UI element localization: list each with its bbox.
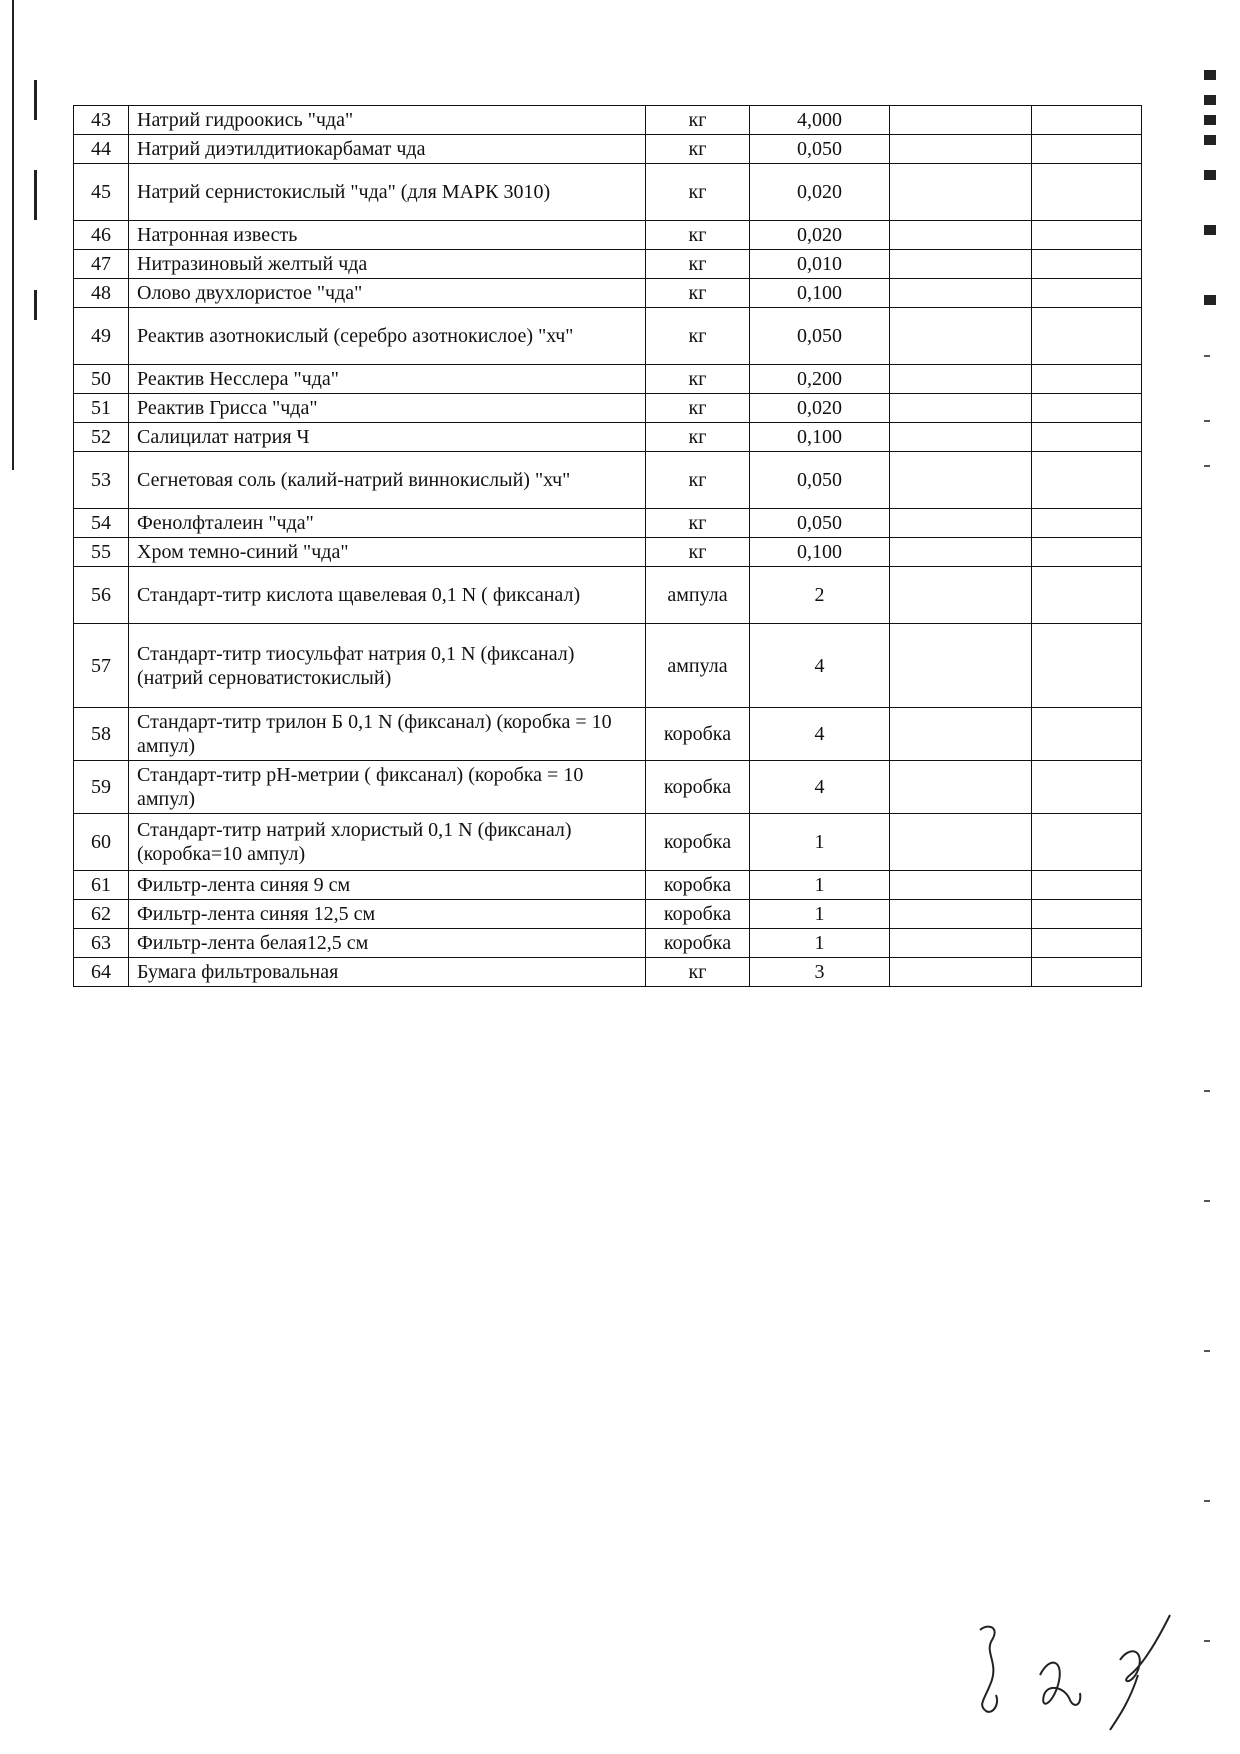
empty-cell <box>890 106 1032 135</box>
empty-cell <box>890 308 1032 365</box>
empty-cell <box>1032 538 1142 567</box>
item-unit: кг <box>646 164 750 221</box>
item-unit: коробка <box>646 761 750 814</box>
empty-cell <box>1032 814 1142 871</box>
row-number: 48 <box>74 279 129 308</box>
item-unit: коробка <box>646 900 750 929</box>
table-row <box>74 279 1142 308</box>
item-unit: кг <box>646 308 750 365</box>
empty-cell <box>1032 308 1142 365</box>
table-row <box>74 958 1142 987</box>
row-number: 47 <box>74 250 129 279</box>
empty-cell <box>890 509 1032 538</box>
table-row <box>74 509 1142 538</box>
item-quantity: 0,050 <box>750 135 890 164</box>
item-unit: коробка <box>646 929 750 958</box>
item-unit: кг <box>646 221 750 250</box>
table-row <box>74 394 1142 423</box>
empty-cell <box>890 929 1032 958</box>
empty-cell <box>1032 106 1142 135</box>
empty-cell <box>1032 135 1142 164</box>
empty-cell <box>1032 164 1142 221</box>
table-row <box>74 452 1142 509</box>
item-quantity: 2 <box>750 567 890 624</box>
row-number: 59 <box>74 761 129 814</box>
item-unit: кг <box>646 250 750 279</box>
row-number: 56 <box>74 567 129 624</box>
empty-cell <box>1032 279 1142 308</box>
empty-cell <box>1032 452 1142 509</box>
item-name: Бумага фильтровальная <box>129 958 646 987</box>
item-name: Натрий диэтилдитиокарбамат чда <box>129 135 646 164</box>
item-name: Натронная известь <box>129 221 646 250</box>
empty-cell <box>890 958 1032 987</box>
item-unit: кг <box>646 452 750 509</box>
empty-cell <box>890 279 1032 308</box>
empty-cell <box>1032 761 1142 814</box>
item-unit: кг <box>646 279 750 308</box>
item-unit: коробка <box>646 708 750 761</box>
items-table-body <box>74 106 1142 987</box>
signature <box>970 1605 1190 1735</box>
item-unit: кг <box>646 135 750 164</box>
item-name: Стандарт-титр тиосульфат натрия 0,1 N (фиксанал) (натрий серноватистокислый) <box>129 624 646 708</box>
empty-cell <box>890 221 1032 250</box>
item-quantity: 0,020 <box>750 164 890 221</box>
table-row <box>74 250 1142 279</box>
empty-cell <box>890 250 1032 279</box>
item-name: Фильтр-лента синяя 12,5 см <box>129 900 646 929</box>
table-row <box>74 106 1142 135</box>
table-row <box>74 871 1142 900</box>
item-unit: кг <box>646 423 750 452</box>
item-name: Фильтр-лента белая12,5 см <box>129 929 646 958</box>
empty-cell <box>1032 958 1142 987</box>
item-quantity: 0,050 <box>750 452 890 509</box>
item-quantity: 4 <box>750 708 890 761</box>
item-quantity: 0,020 <box>750 221 890 250</box>
row-number: 53 <box>74 452 129 509</box>
table-row <box>74 814 1142 871</box>
empty-cell <box>1032 624 1142 708</box>
empty-cell <box>890 761 1032 814</box>
item-quantity: 1 <box>750 871 890 900</box>
item-quantity: 0,050 <box>750 308 890 365</box>
item-name: Стандарт-титр трилон Б 0,1 N (фиксанал) (коробка = 10 ампул) <box>129 708 646 761</box>
item-quantity: 1 <box>750 900 890 929</box>
item-name: Натрий сернистокислый "чда" (для МАРК 3010) <box>129 164 646 221</box>
table-row <box>74 567 1142 624</box>
item-unit: кг <box>646 509 750 538</box>
row-number: 57 <box>74 624 129 708</box>
empty-cell <box>890 365 1032 394</box>
row-number: 62 <box>74 900 129 929</box>
item-name: Стандарт-титр натрий хлористый 0,1 N (фиксанал) (коробка=10 ампул) <box>129 814 646 871</box>
table-row <box>74 423 1142 452</box>
row-number: 44 <box>74 135 129 164</box>
empty-cell <box>890 538 1032 567</box>
empty-cell <box>1032 567 1142 624</box>
empty-cell <box>1032 871 1142 900</box>
item-name: Реактив Грисса "чда" <box>129 394 646 423</box>
row-number: 63 <box>74 929 129 958</box>
item-name: Реактив азотнокислый (серебро азотнокислое) "хч" <box>129 308 646 365</box>
row-number: 52 <box>74 423 129 452</box>
empty-cell <box>1032 900 1142 929</box>
item-quantity: 0,100 <box>750 279 890 308</box>
row-number: 58 <box>74 708 129 761</box>
item-unit: кг <box>646 394 750 423</box>
table-row <box>74 538 1142 567</box>
item-name: Сегнетовая соль (калий-натрий виннокислый) "хч" <box>129 452 646 509</box>
scan-mark <box>34 80 37 120</box>
item-quantity: 1 <box>750 814 890 871</box>
item-name: Хром темно-синий "чда" <box>129 538 646 567</box>
table-row <box>74 900 1142 929</box>
empty-cell <box>890 452 1032 509</box>
empty-cell <box>890 708 1032 761</box>
item-name: Нитразиновый желтый чда <box>129 250 646 279</box>
table-row <box>74 624 1142 708</box>
item-name: Салицилат натрия Ч <box>129 423 646 452</box>
empty-cell <box>890 394 1032 423</box>
item-unit: кг <box>646 958 750 987</box>
empty-cell <box>1032 708 1142 761</box>
empty-cell <box>1032 423 1142 452</box>
row-number: 49 <box>74 308 129 365</box>
table-row <box>74 135 1142 164</box>
row-number: 43 <box>74 106 129 135</box>
row-number: 45 <box>74 164 129 221</box>
row-number: 61 <box>74 871 129 900</box>
table-row <box>74 365 1142 394</box>
item-quantity: 4 <box>750 624 890 708</box>
scan-mark <box>34 170 37 220</box>
empty-cell <box>890 567 1032 624</box>
item-unit: коробка <box>646 871 750 900</box>
table-row <box>74 708 1142 761</box>
item-name: Олово двухлористое "чда" <box>129 279 646 308</box>
item-unit: кг <box>646 106 750 135</box>
item-quantity: 4 <box>750 761 890 814</box>
table-row <box>74 761 1142 814</box>
table-row <box>74 164 1142 221</box>
table-row <box>74 221 1142 250</box>
item-quantity: 1 <box>750 929 890 958</box>
item-name: Натрий гидроокись "чда" <box>129 106 646 135</box>
empty-cell <box>1032 929 1142 958</box>
empty-cell <box>890 871 1032 900</box>
scan-edge-right <box>1204 0 1218 1754</box>
item-unit: коробка <box>646 814 750 871</box>
item-name: Стандарт-титр pH-метрии ( фиксанал) (коробка = 10 ампул) <box>129 761 646 814</box>
table-row <box>74 929 1142 958</box>
empty-cell <box>890 164 1032 221</box>
item-quantity: 0,050 <box>750 509 890 538</box>
item-name: Стандарт-титр кислота щавелевая 0,1 N ( фиксанал) <box>129 567 646 624</box>
item-name: Фильтр-лента синяя 9 см <box>129 871 646 900</box>
row-number: 55 <box>74 538 129 567</box>
item-unit: кг <box>646 538 750 567</box>
item-quantity: 0,100 <box>750 423 890 452</box>
item-unit: ампула <box>646 567 750 624</box>
row-number: 54 <box>74 509 129 538</box>
table-row <box>74 308 1142 365</box>
empty-cell <box>1032 394 1142 423</box>
items-table <box>73 105 1142 987</box>
row-number: 46 <box>74 221 129 250</box>
scan-mark <box>34 290 37 320</box>
empty-cell <box>1032 250 1142 279</box>
item-quantity: 0,100 <box>750 538 890 567</box>
empty-cell <box>890 814 1032 871</box>
empty-cell <box>1032 509 1142 538</box>
item-name: Реактив Несслера "чда" <box>129 365 646 394</box>
empty-cell <box>890 135 1032 164</box>
empty-cell <box>1032 221 1142 250</box>
item-quantity: 3 <box>750 958 890 987</box>
scan-edge-left <box>12 0 14 470</box>
empty-cell <box>890 423 1032 452</box>
item-name: Фенолфталеин "чда" <box>129 509 646 538</box>
item-quantity: 0,200 <box>750 365 890 394</box>
item-quantity: 0,020 <box>750 394 890 423</box>
row-number: 60 <box>74 814 129 871</box>
item-quantity: 0,010 <box>750 250 890 279</box>
row-number: 50 <box>74 365 129 394</box>
empty-cell <box>1032 365 1142 394</box>
empty-cell <box>890 900 1032 929</box>
row-number: 64 <box>74 958 129 987</box>
item-quantity: 4,000 <box>750 106 890 135</box>
empty-cell <box>890 624 1032 708</box>
item-unit: ампула <box>646 624 750 708</box>
row-number: 51 <box>74 394 129 423</box>
item-unit: кг <box>646 365 750 394</box>
